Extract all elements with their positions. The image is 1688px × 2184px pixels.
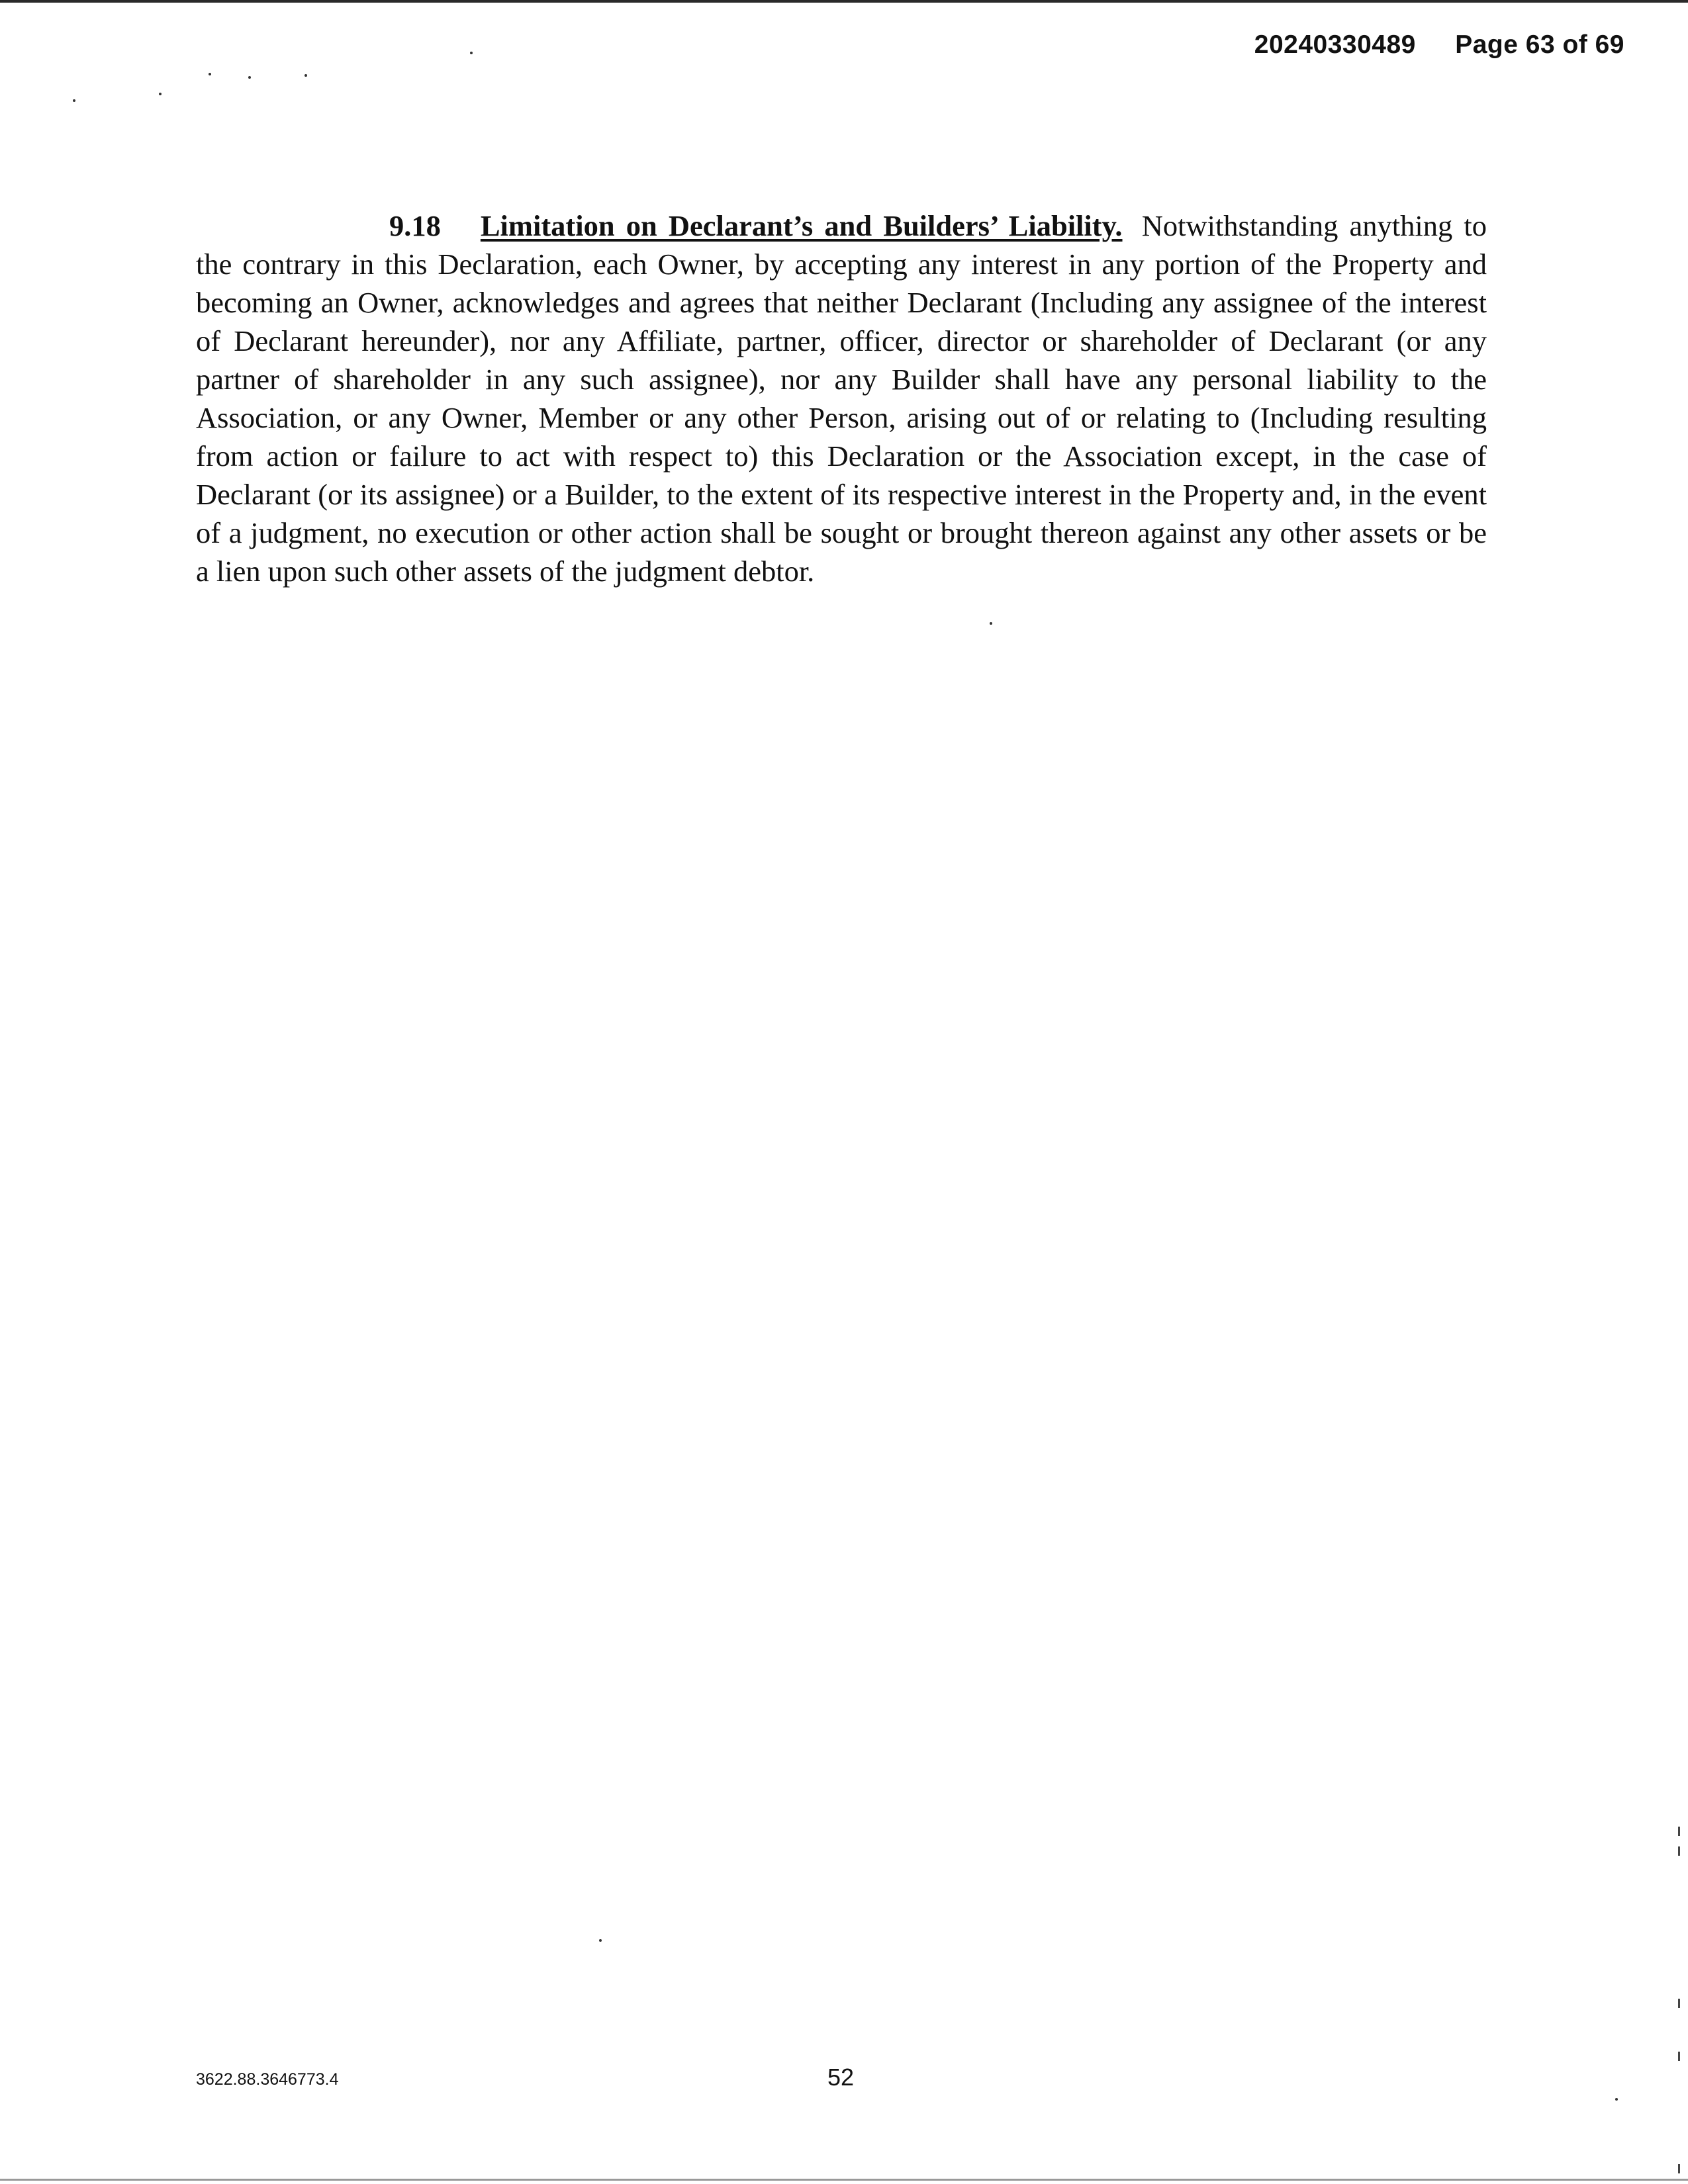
scan-speck [73, 99, 75, 102]
recording-stamp [1254, 30, 1624, 60]
scan-bottom-edge [0, 2179, 1688, 2181]
section-title: Limitation on Declarant’s and Builders’ Liability. [480, 209, 1123, 242]
scan-speck [1615, 2098, 1618, 2101]
scan-edge-mark [1678, 1999, 1680, 2008]
footer-page-number: 52 [827, 2064, 855, 2091]
scan-edge-mark [1678, 2164, 1680, 2173]
scan-speck [990, 622, 992, 625]
section-number: 9.18 [389, 209, 441, 242]
recording-document-number: 20240330489 [1254, 30, 1416, 59]
scan-edge-mark [1678, 1846, 1680, 1856]
scan-speck [470, 52, 473, 54]
scan-speck [209, 73, 211, 75]
scan-speck [248, 76, 251, 79]
section-body: Notwithstanding anything to the contrary in this Declaration, each Owner, by accepting any interest in any portion of the Property and becoming an Owner, acknowledges and agrees that neither Declarant (Including any assignee of the interest of Declarant hereunder), nor any Affiliate, partner, officer, director or shareholder of Declarant (or any partner of shareholder in any such assignee), nor any Builder shall have any personal liability to the Association, or any Owner, Member or any other Person, arising out of or relating to (Including resulting from action or failure to act with respect to) this Declaration or the Association except, in the case of Declarant (or its assignee) or a Builder, to the extent of its respective interest in the Property and, in the event of a judgment, no execution or other action shall be sought or brought thereon against any other assets or be a lien upon such other assets of the judgment debtor. [196, 209, 1487, 588]
scan-speck [599, 1939, 602, 1942]
scan-edge-mark [1678, 2052, 1680, 2061]
scan-top-edge [0, 0, 1688, 3]
footer-document-id: 3622.88.3646773.4 [196, 2070, 339, 2089]
section-9-18 [196, 206, 1487, 590]
scan-edge-mark [1678, 1827, 1680, 1836]
scan-speck [305, 74, 307, 77]
recording-page-label: Page 63 of 69 [1455, 30, 1624, 59]
scan-speck [159, 93, 162, 95]
